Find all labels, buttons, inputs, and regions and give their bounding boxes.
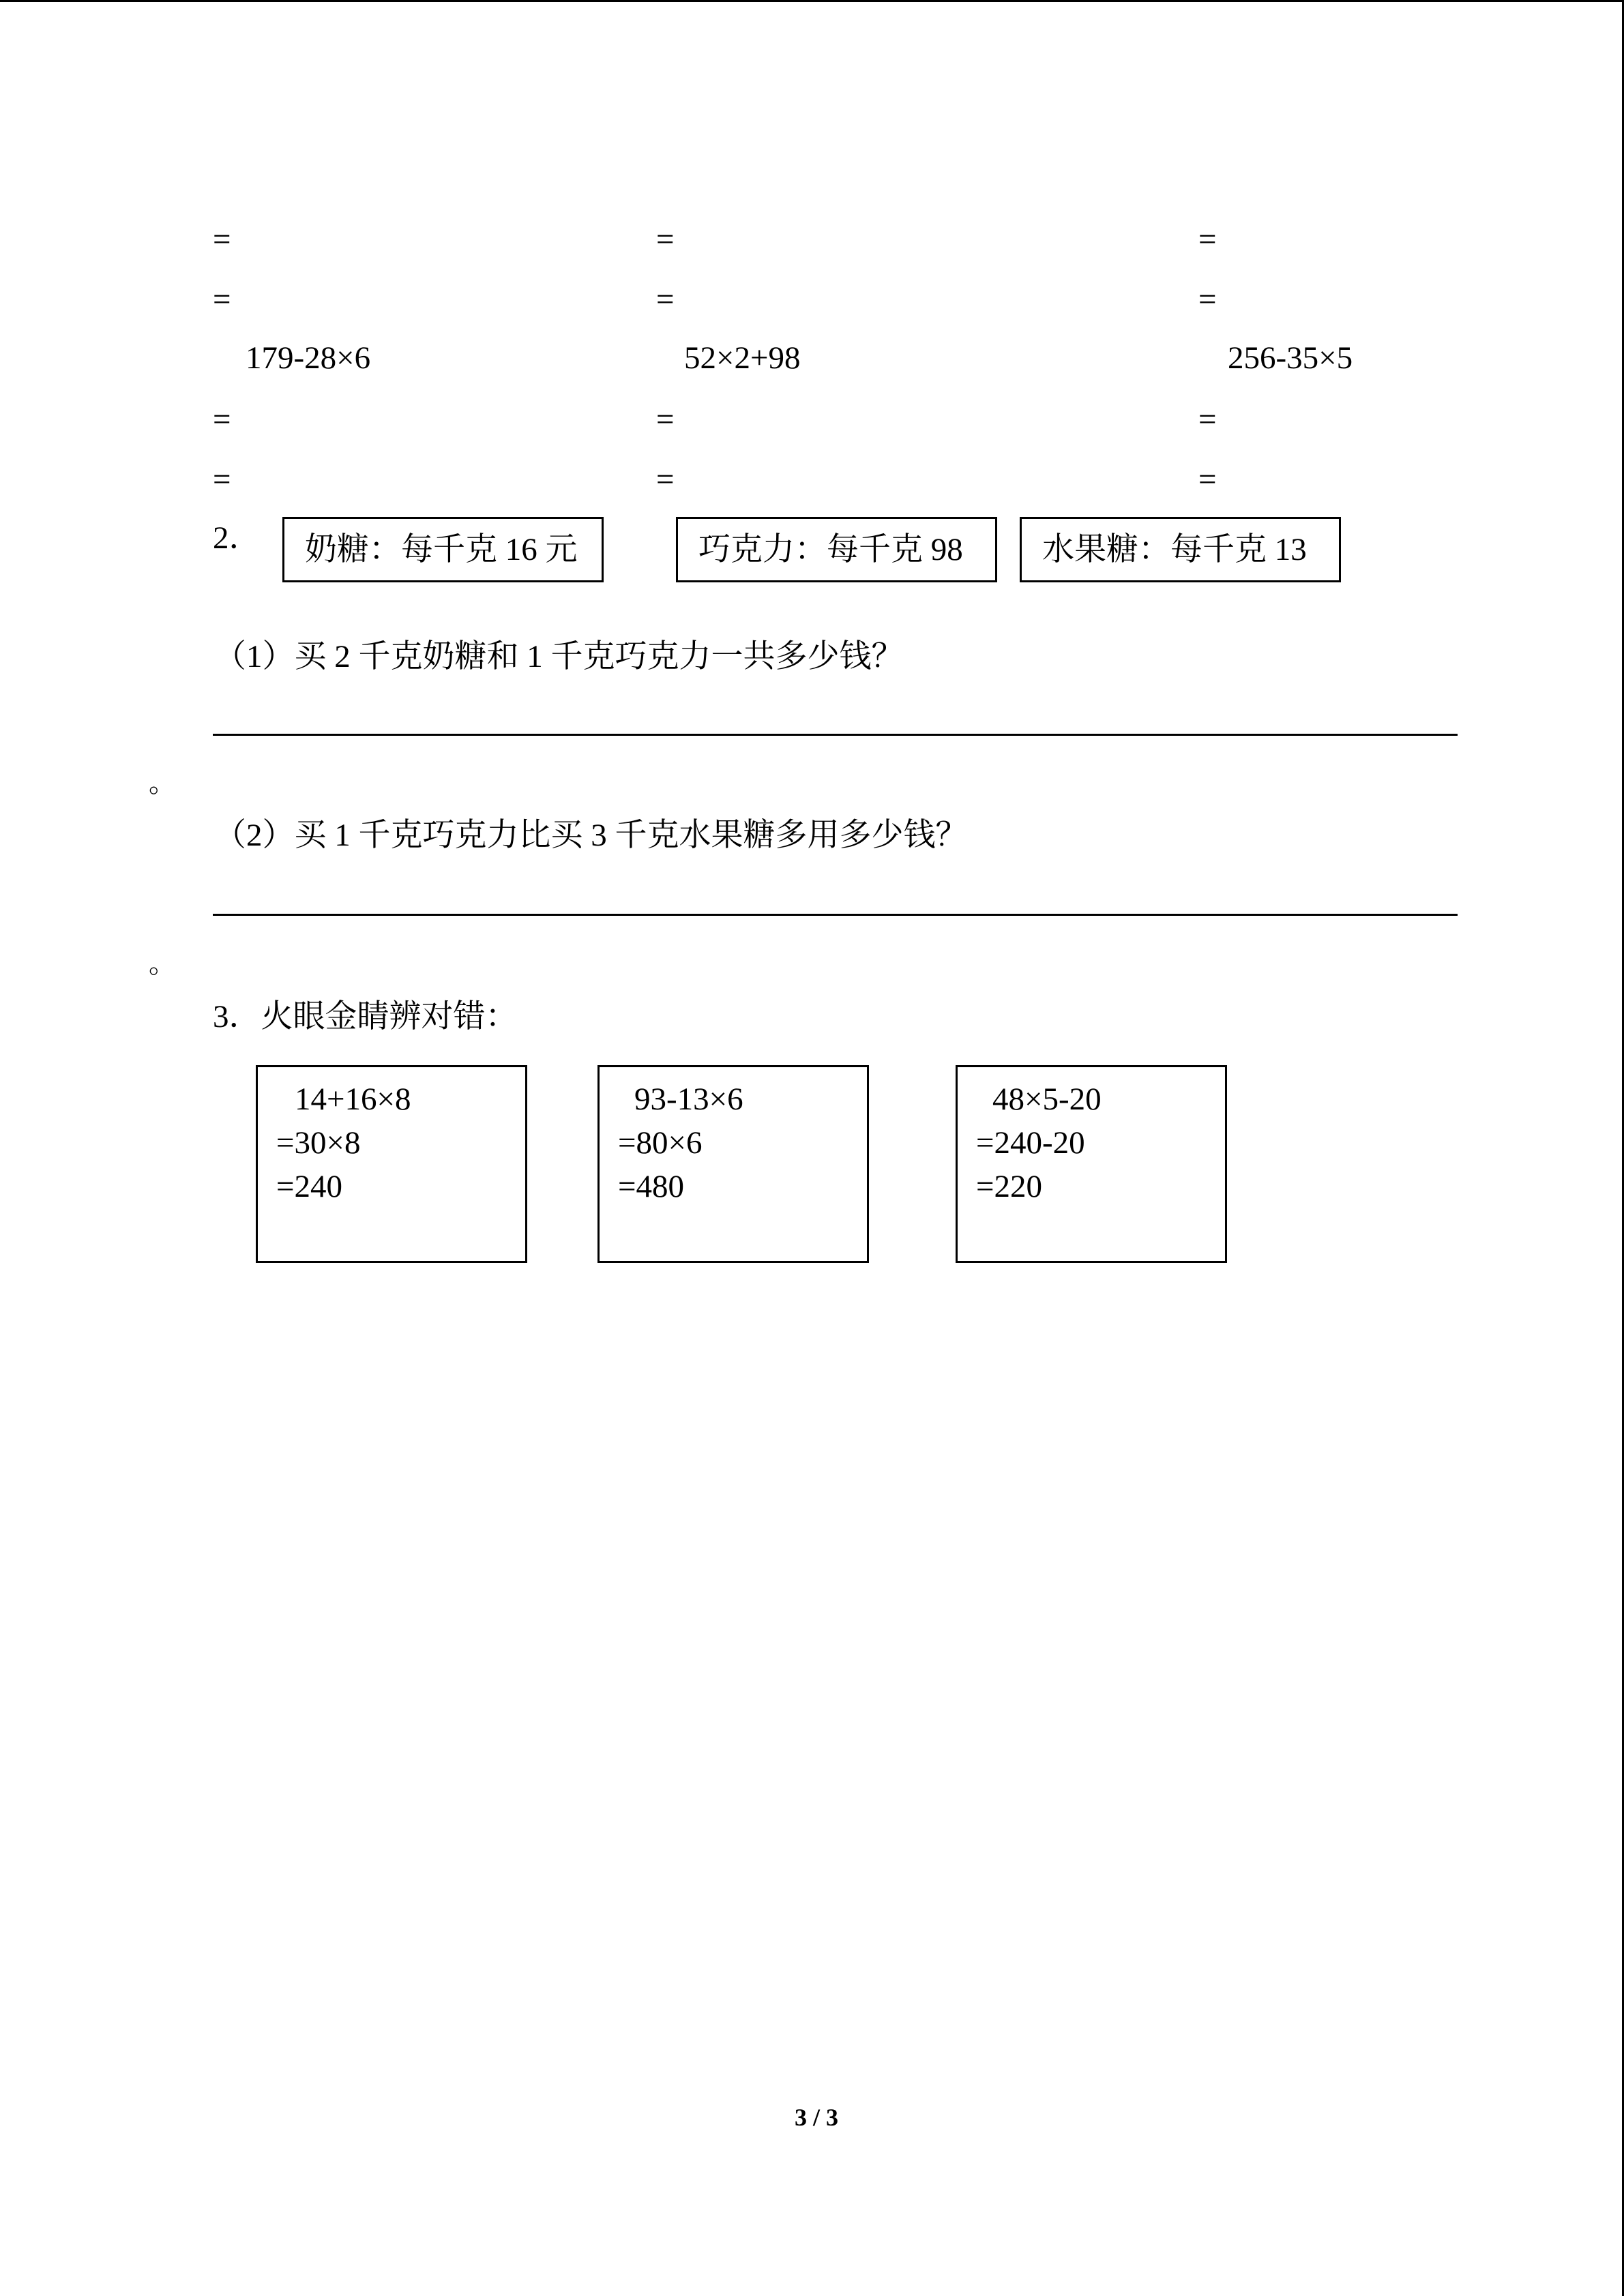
page-border-top [0, 0, 1624, 2]
equals-sign: = [656, 282, 675, 317]
equals-sign: = [213, 222, 231, 257]
calc-line: =30×8 [276, 1125, 361, 1161]
calc-line: 14+16×8 [295, 1082, 411, 1117]
problem3-title: 3．火眼金睛辨对错： [213, 999, 518, 1034]
equals-sign: = [213, 402, 231, 437]
equals-sign: = [656, 222, 675, 257]
expression: 52×2+98 [684, 340, 801, 376]
period-mark: 。 [149, 767, 176, 798]
equals-sign: = [213, 462, 231, 497]
period-mark: 。 [149, 948, 176, 979]
expression: 256-35×5 [1228, 340, 1353, 376]
equals-sign: = [213, 282, 231, 317]
calc-line: 48×5-20 [992, 1082, 1102, 1117]
calc-box [256, 1065, 527, 1263]
answer-line[interactable] [213, 734, 1458, 736]
equals-sign: = [656, 462, 675, 497]
question-2: （2）买 1 千克巧克力比买 3 千克水果糖多用多少钱？ [214, 818, 968, 853]
equals-sign: = [656, 402, 675, 437]
calc-line: =480 [618, 1169, 685, 1204]
price-box-fruit-candy [1020, 517, 1341, 582]
calc-line: =80×6 [618, 1125, 703, 1161]
calc-box [597, 1065, 869, 1263]
calc-line: =240 [276, 1169, 343, 1204]
question-1: （1）买 2 千克奶糖和 1 千克巧克力一共多少钱？ [214, 639, 904, 674]
price-box-milk-candy [282, 517, 604, 582]
answer-line[interactable] [213, 914, 1458, 916]
expression: 179-28×6 [246, 340, 371, 376]
calc-box [956, 1065, 1227, 1263]
calc-line: =220 [976, 1169, 1043, 1204]
equals-sign: = [1198, 282, 1217, 317]
problem2-number: 2． [213, 520, 261, 556]
price-box-label: 巧克力：每千克 98 [698, 531, 963, 567]
price-box-chocolate [676, 517, 997, 582]
calc-line: 93-13×6 [634, 1082, 743, 1117]
page-number: 3 / 3 [795, 2104, 839, 2131]
equals-sign: = [1198, 402, 1217, 437]
price-box-label: 奶糖：每千克 16 元 [305, 531, 578, 567]
equals-sign: = [1198, 462, 1217, 497]
price-box-label: 水果糖：每千克 13 [1042, 531, 1307, 567]
calc-line: =240-20 [976, 1125, 1085, 1161]
equals-sign: = [1198, 222, 1217, 257]
